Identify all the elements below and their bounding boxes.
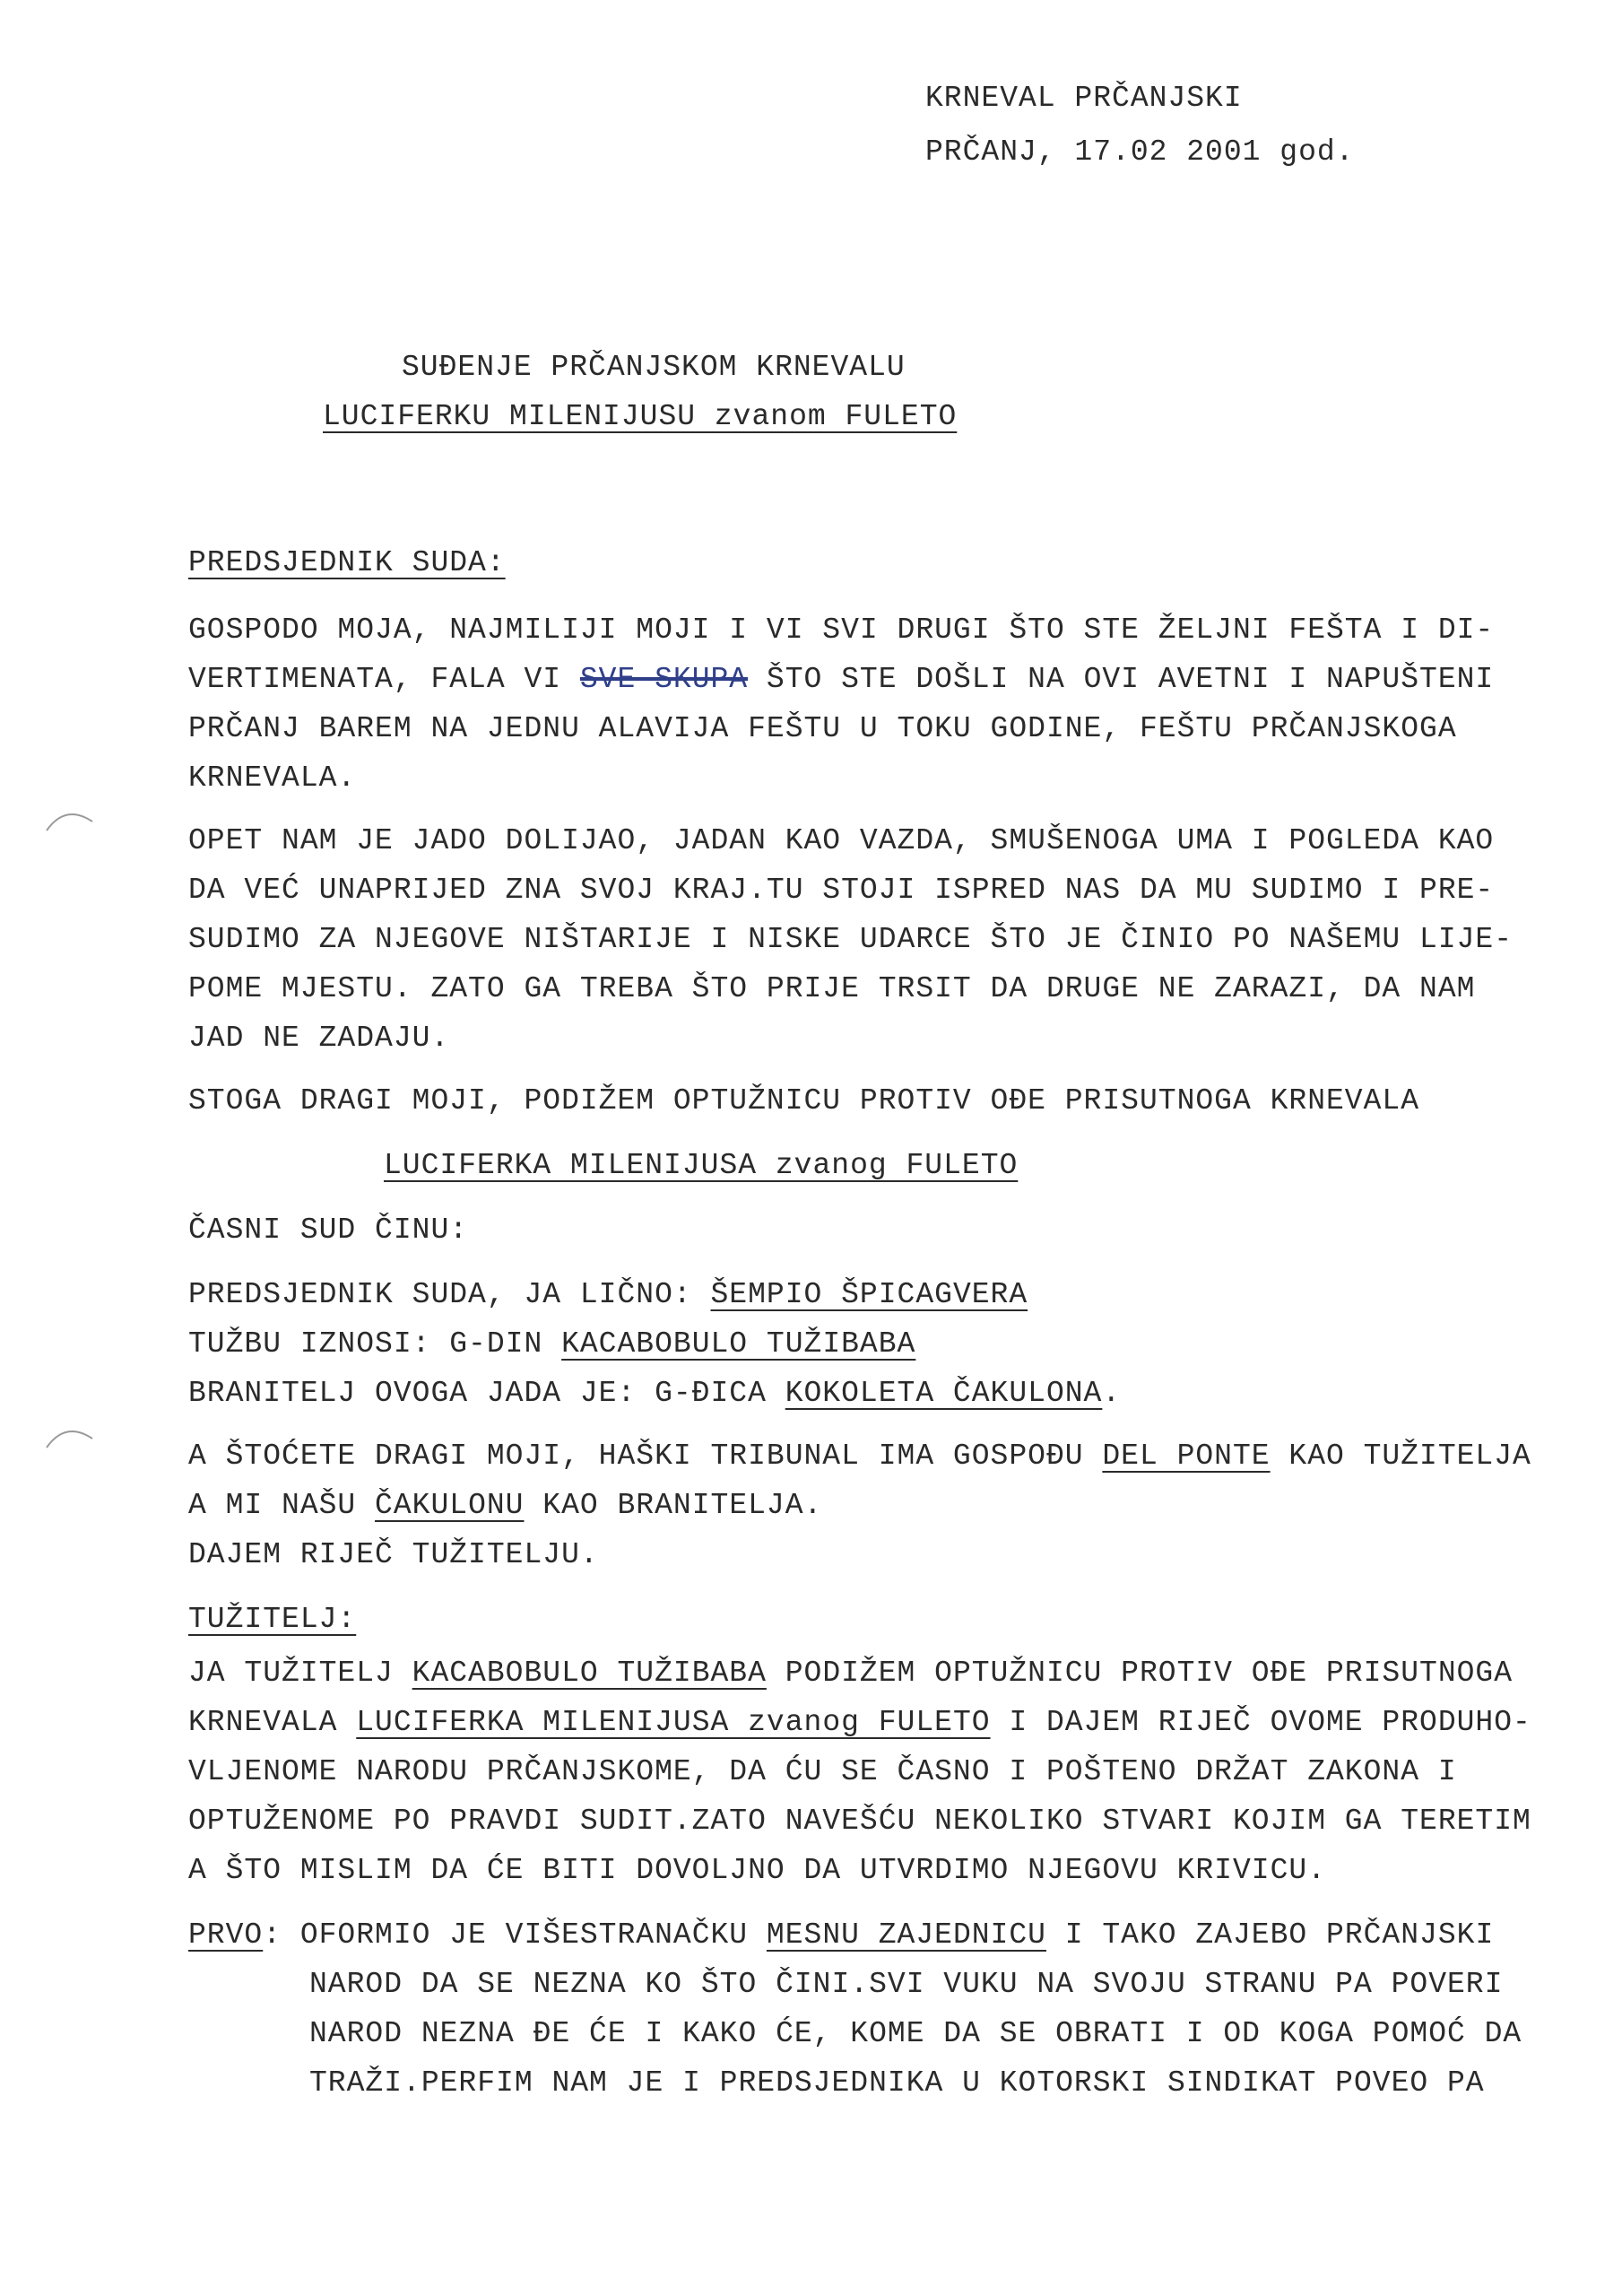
paragraph-line: PREDSJEDNIK SUDA, JA LIČNO: ŠEMPIO ŠPICAGVERA: [188, 1278, 1028, 1311]
header-org: KRNEVAL PRČANJSKI: [925, 82, 1243, 115]
title-line-1: SUĐENJE PRČANJSKOM KRNEVALU: [402, 351, 906, 384]
margin-mark: [43, 800, 106, 836]
section-heading-prosecutor: TUŽITELJ:: [188, 1603, 357, 1636]
paragraph-line: GOSPODO MOJA, NAJMILIJI MOJI I VI SVI DRUGI ŠTO STE ŽELJNI FEŠTA I DI-: [188, 613, 1495, 647]
paragraph-line: NAROD NEZNA ĐE ĆE I KAKO ĆE, KOME DA SE OBRATI I OD KOGA POMOĆ DA: [309, 2017, 1522, 2050]
paragraph-line: PRVO: OFORMIO JE VIŠESTRANAČKU MESNU ZAJEDNICU I TAKO ZAJEBO PRČANJSKI: [188, 1918, 1495, 1952]
paragraph-line: OPTUŽENOME PO PRAVDI SUDIT.ZATO NAVEŠĆU NEKOLIKO STVARI KOJIM GA TERETIM: [188, 1805, 1531, 1838]
accused-name: LUCIFERKA MILENIJUSA zvanog FULETO: [384, 1149, 1019, 1182]
paragraph-line: TUŽBU IZNOSI: G-DIN KACABOBULO TUŽIBABA: [188, 1327, 916, 1361]
paragraph-line: ČASNI SUD ČINU:: [188, 1213, 469, 1247]
paragraph-line: JAD NE ZADAJU.: [188, 1022, 450, 1055]
paragraph-line: DA VEĆ UNAPRIJED ZNA SVOJ KRAJ.TU STOJI ISPRED NAS DA MU SUDIMO I PRE-: [188, 874, 1495, 907]
paragraph-line: KRNEVALA.: [188, 761, 357, 795]
section-heading-judge: PREDSJEDNIK SUDA:: [188, 546, 506, 579]
item-label: PRVO: [188, 1918, 264, 1952]
paragraph-line: A ŠTOĆETE DRAGI MOJI, HAŠKI TRIBUNAL IMA GOSPOĐU DEL PONTE KAO TUŽITELJA: [188, 1439, 1531, 1473]
struck-text: SVE SKUPA: [579, 663, 749, 696]
paragraph-line: OPET NAM JE JADO DOLIJAO, JADAN KAO VAZDA, SMUŠENOGA UMA I POGLEDA KAO: [188, 824, 1495, 857]
paragraph-line: SUDIMO ZA NJEGOVE NIŠTARIJE I NISKE UDARCE ŠTO JE ČINIO PO NAŠEMU LIJE-: [188, 923, 1514, 956]
paragraph-line: STOGA DRAGI MOJI, PODIŽEM OPTUŽNICU PROTIV OĐE PRISUTNOGA KRNEVALA: [188, 1084, 1420, 1118]
paragraph-line: BRANITELJ OVOGA JADA JE: G-ĐICA KOKOLETA ČAKULONA.: [188, 1377, 1122, 1410]
paragraph-line: JA TUŽITELJ KACABOBULO TUŽIBABA PODIŽEM OPTUŽNICU PROTIV OĐE PRISUTNOGA: [188, 1657, 1514, 1690]
header-place-date: PRČANJ, 17.02 2001 god.: [925, 135, 1355, 169]
paragraph-line: NAROD DA SE NEZNA KO ŠTO ČINI.SVI VUKU NA SVOJU STRANU PA POVERI: [309, 1968, 1504, 2001]
paragraph-line: KRNEVALA LUCIFERKA MILENIJUSA zvanog FULETO I DAJEM RIJEČ OVOME PRODUHO-: [188, 1706, 1531, 1739]
margin-mark: [43, 1417, 106, 1453]
paragraph-line: POME MJESTU. ZATO GA TREBA ŠTO PRIJE TRSIT DA DRUGE NE ZARAZI, DA NAM: [188, 972, 1476, 1005]
paragraph-line: VLJENOME NARODU PRČANJSKOME, DA ĆU SE ČASNO I POŠTENO DRŽAT ZAKONA I: [188, 1755, 1457, 1788]
paragraph-line: PRČANJ BAREM NA JEDNU ALAVIJA FEŠTU U TOKU GODINE, FEŠTU PRČANJSKOGA: [188, 712, 1457, 745]
title-line-2: LUCIFERKU MILENIJUSU zvanom FULETO: [323, 400, 958, 433]
paragraph-line: VERTIMENATA, FALA VI SVE SKUPA ŠTO STE DOŠLI NA OVI AVETNI I NAPUŠTENI: [188, 663, 1495, 696]
paragraph-line: DAJEM RIJEČ TUŽITELJU.: [188, 1538, 599, 1571]
paragraph-line: A ŠTO MISLIM DA ĆE BITI DOVOLJNO DA UTVRDIMO NJEGOVU KRIVICU.: [188, 1854, 1326, 1887]
paragraph-line: A MI NAŠU ČAKULONU KAO BRANITELJA.: [188, 1489, 823, 1522]
paragraph-line: TRAŽI.PERFIM NAM JE I PREDSJEDNIKA U KOTORSKI SINDIKAT POVEO PA: [309, 2066, 1485, 2100]
